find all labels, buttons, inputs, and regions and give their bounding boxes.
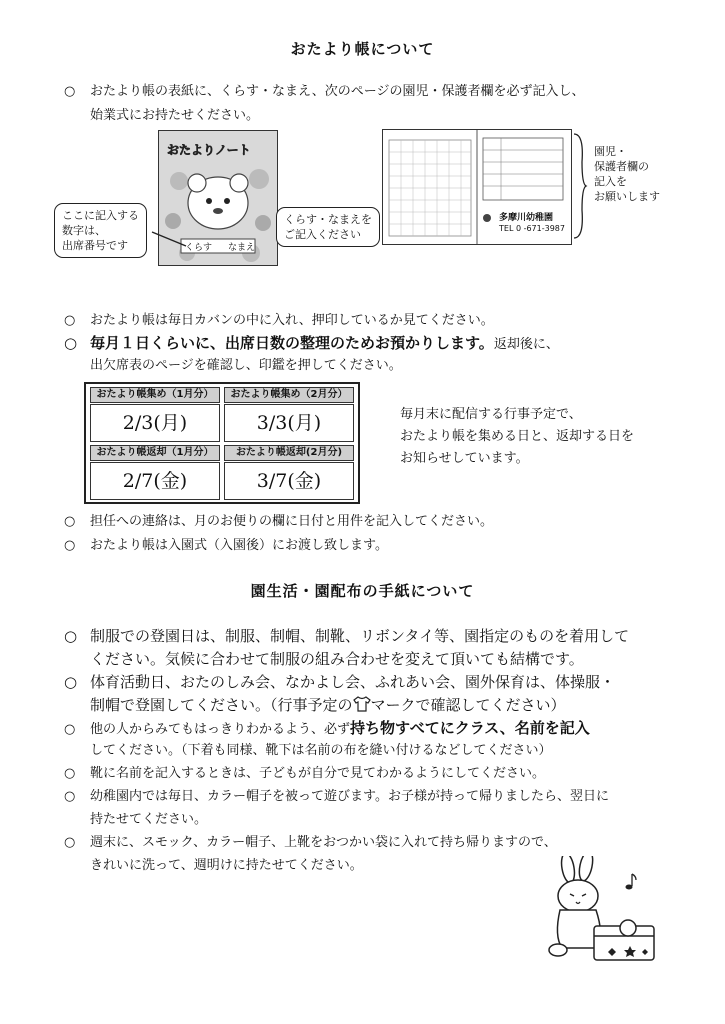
schedule-date-collect-feb: 3/3(月) [224,404,354,442]
callout-class-name: くらす・なまえを ご記入ください [276,207,380,247]
bullet-line-4: ○ 担任への連絡は、月のお便りの欄に日付と用件を記入してください。 [64,514,494,529]
bullet-line-1a: ○ おたより帳の表紙に、くらす・なまえ、次のページの園児・保護者欄を必ず記入し、 [64,84,585,99]
rule-3b: してください。（下着も同様、靴下は名前の布を縫い付けるなどしてください） [90,743,552,758]
rabbit-packing-illustration [532,856,662,968]
section-title-otayori: おたより帳について [290,40,435,58]
form-caption: 園児・ 保護者欄の 記入を お願いします [594,145,660,203]
form-school-name: 多摩川幼稚園 [499,213,554,223]
bullet-line-3b: 出欠席表のページを確認し、印鑑を押してください。 [90,358,402,373]
form-phone: TEL 0 -671-3987 [499,224,565,233]
schedule-header-collect-jan: おたより帳集め（1月分） [90,387,220,403]
bullet-line-5: ○ おたより帳は入園式（入園後）にお渡し致します。 [64,538,388,553]
bullet-line-3a: ○ 毎月１日くらいに、出席日数の整理のためお預かりします。返却後に、 [64,334,559,352]
rule-1b: ください。気候に合わせて制服の組み合わせを変えて頂いても結構です。 [90,650,584,668]
notebook-cover-title: おたよりノート [167,143,251,157]
bullet-line-2: ○ おたより帳は毎日カバンの中に入れ、押印しているか見てください。 [64,313,494,328]
schedule-date-return-jan: 2/7(金) [90,462,220,500]
callout-left-pointer [150,228,190,252]
schedule-date-collect-jan: 2/3(月) [90,404,220,442]
rule-2a: ○ 体育活動日、おたのしみ会、なかよし会、ふれあい会、園外保育は、体操服・ [64,673,616,691]
schedule-header-collect-feb: おたより帳集め（2月分） [224,387,354,403]
schedule-table [84,382,360,504]
schedule-header-return-feb: おたより帳返却(2月分) [224,445,354,461]
schedule-date-return-feb: 3/7(金) [224,462,354,500]
rule-5b: 持たせてください。 [90,812,208,827]
section-title-life: 園生活・園配布の手紙について [250,582,475,600]
rule-3a: ○ 他の人からみてもはっきりわかるよう、必ず持ち物すべてにクラス、名前を記入 [64,719,590,737]
bullet-line-1b: 始業式にお持たせください。 [90,108,260,123]
form-bracket [572,132,588,240]
rule-4: ○ 靴に名前を記入するときは、子どもが自分で見てわかるようにしてください。 [64,766,546,781]
tshirt-icon [353,696,371,712]
callout-attendance-number: ここに記入する 数字は、 出席番号です [54,203,147,258]
rule-5a: ○ 幼稚園内では毎日、カラー帽子を被って遊びます。お子様が持って帰りましたら、翌日に [64,789,609,804]
rule-6b: きれいに洗って、週明けに持たせてください。 [90,858,363,873]
rule-6a: ○ 週末に、スモック、カラー帽子、上靴をおつかい袋に入れて持ち帰りますので、 [64,835,557,850]
notebook-form-illustration [382,129,572,245]
rule-1a: ○ 制服での登園日は、制服、制帽、制靴、リボンタイ等、園指定のものを着用して [64,627,630,645]
notebook-cover-labels: くらす なまえ [185,243,255,253]
schedule-header-return-jan: おたより帳返却（1月分） [90,445,220,461]
schedule-note: 毎月末に配信する行事予定で、 おたより帳を集める日と、返却する日を お知らせしています。 [400,407,635,466]
rule-2b: 制帽で登園してください。（行事予定の マークで確認してください） [90,696,566,714]
